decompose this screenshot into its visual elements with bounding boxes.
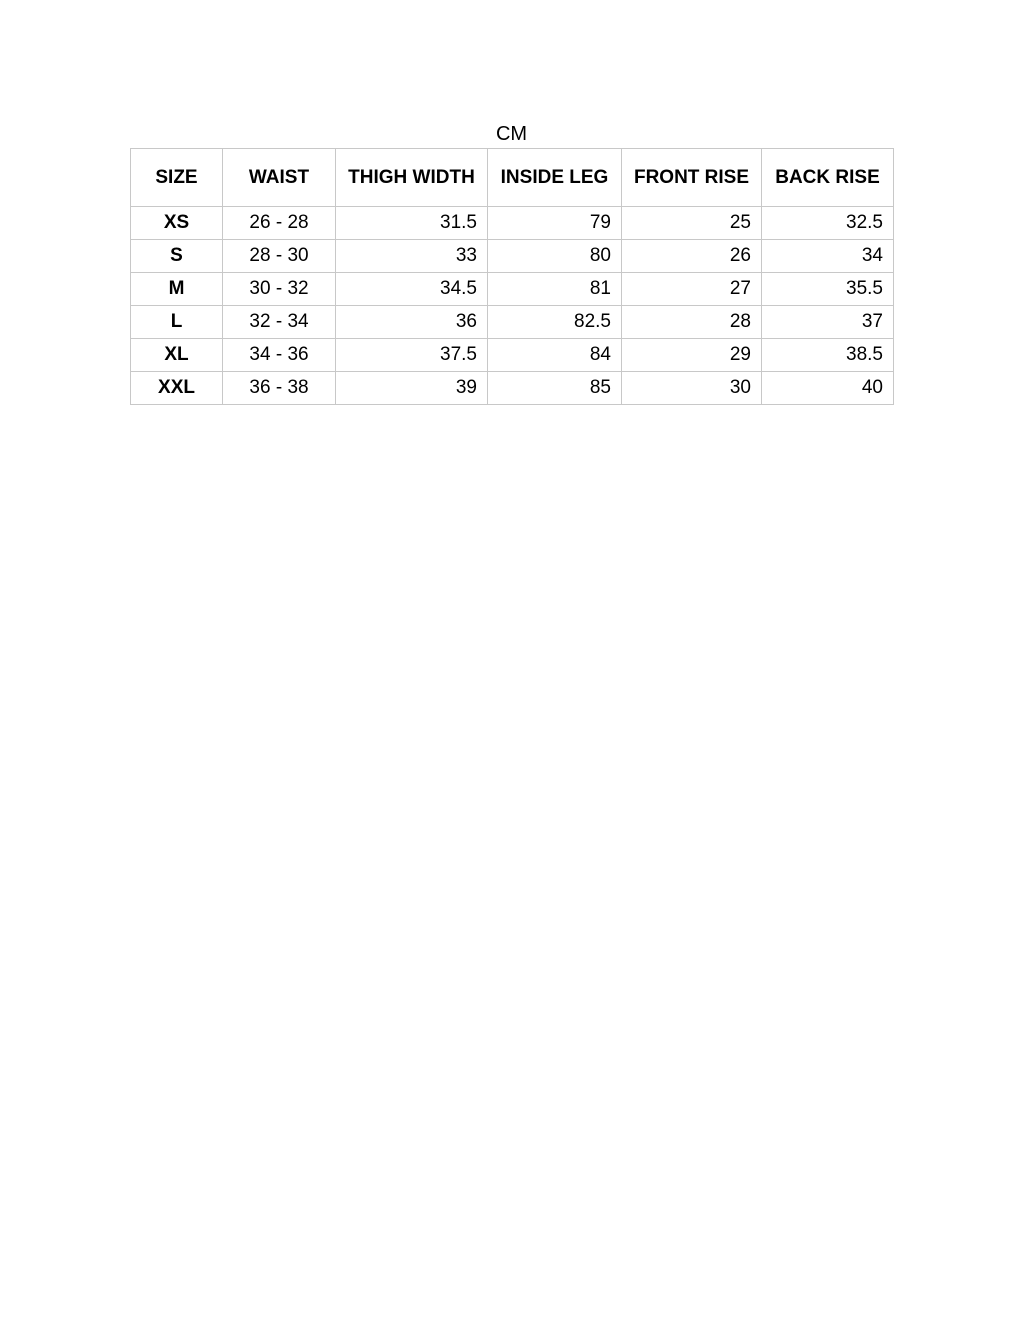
size-chart-table [130, 148, 894, 405]
size-cell: XS [131, 207, 223, 240]
inside-leg-cell: 79 [488, 207, 622, 240]
size-cell: S [131, 240, 223, 273]
inside-leg-cell: 84 [488, 339, 622, 372]
front-rise-cell: 27 [622, 273, 762, 306]
waist-cell: 34 - 36 [223, 339, 336, 372]
thigh-width-cell: 33 [336, 240, 488, 273]
inside-leg-cell: 80 [488, 240, 622, 273]
front-rise-cell: 30 [622, 372, 762, 405]
thigh-width-cell: 36 [336, 306, 488, 339]
back-rise-cell: 35.5 [762, 273, 894, 306]
table-row [131, 339, 894, 372]
waist-cell: 30 - 32 [223, 273, 336, 306]
back-rise-cell: 38.5 [762, 339, 894, 372]
table-row [131, 372, 894, 405]
header-front-rise: FRONT RISE [622, 149, 762, 207]
inside-leg-cell: 85 [488, 372, 622, 405]
table-row [131, 273, 894, 306]
waist-cell: 26 - 28 [223, 207, 336, 240]
table-row [131, 240, 894, 273]
header-row [131, 149, 894, 207]
table-row [131, 207, 894, 240]
header-waist: WAIST [223, 149, 336, 207]
inside-leg-cell: 82.5 [488, 306, 622, 339]
waist-cell: 28 - 30 [223, 240, 336, 273]
thigh-width-cell: 39 [336, 372, 488, 405]
thigh-width-cell: 37.5 [336, 339, 488, 372]
back-rise-cell: 32.5 [762, 207, 894, 240]
back-rise-cell: 40 [762, 372, 894, 405]
size-cell: M [131, 273, 223, 306]
front-rise-cell: 29 [622, 339, 762, 372]
size-cell: XL [131, 339, 223, 372]
front-rise-cell: 26 [622, 240, 762, 273]
waist-cell: 32 - 34 [223, 306, 336, 339]
inside-leg-cell: 81 [488, 273, 622, 306]
header-back-rise: BACK RISE [762, 149, 894, 207]
size-cell: XXL [131, 372, 223, 405]
thigh-width-cell: 31.5 [336, 207, 488, 240]
header-inside-leg: INSIDE LEG [488, 149, 622, 207]
back-rise-cell: 37 [762, 306, 894, 339]
front-rise-cell: 28 [622, 306, 762, 339]
header-thigh-width: THIGH WIDTH [336, 149, 488, 207]
back-rise-cell: 34 [762, 240, 894, 273]
table-caption: CM [495, 123, 528, 145]
size-cell: L [131, 306, 223, 339]
waist-cell: 36 - 38 [223, 372, 336, 405]
table-row [131, 306, 894, 339]
thigh-width-cell: 34.5 [336, 273, 488, 306]
front-rise-cell: 25 [622, 207, 762, 240]
header-size: SIZE [131, 149, 223, 207]
